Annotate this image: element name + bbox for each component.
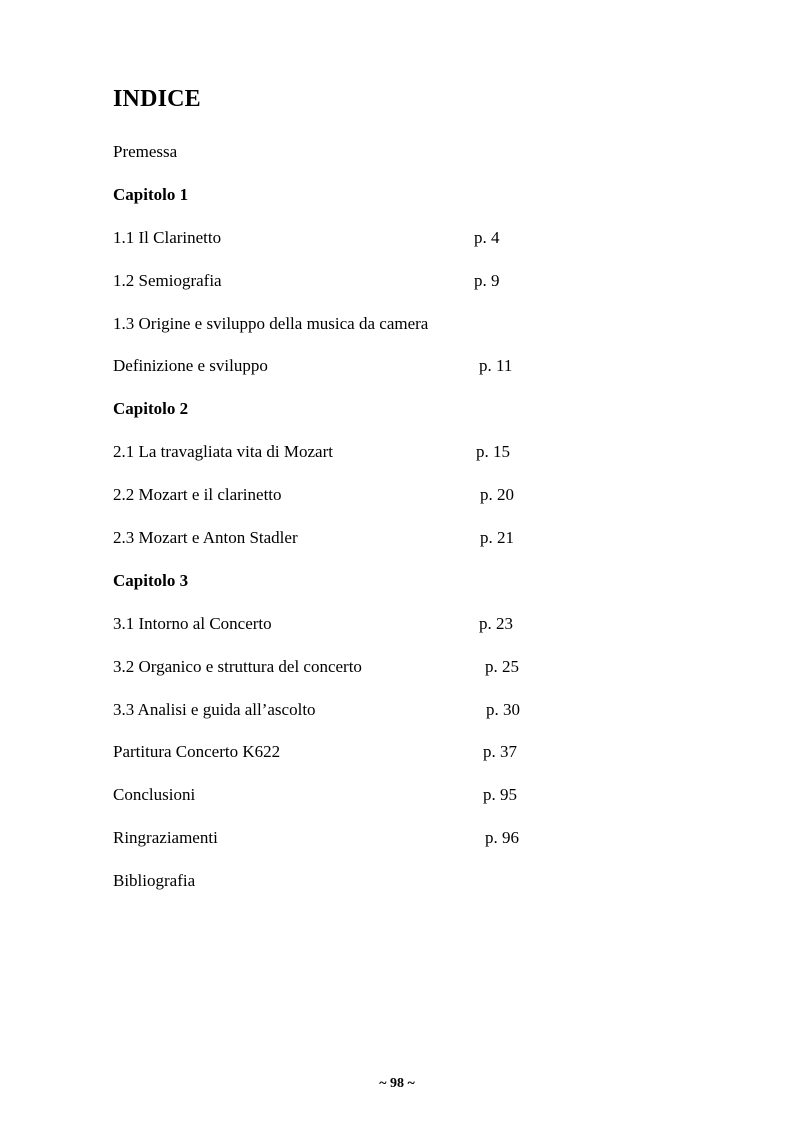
toc-chapter-heading [113, 183, 613, 226]
toc-entry [113, 312, 613, 355]
toc-entry-label: Capitolo 2 [113, 399, 189, 419]
toc-entry-page-number: p. 25 [485, 656, 519, 676]
toc-entry [113, 483, 613, 526]
toc-entry-label: 3.1 Intorno al Concerto [113, 613, 272, 633]
toc-chapter-heading [113, 569, 613, 612]
toc-entry-page-number: p. 96 [485, 828, 519, 848]
toc-entry-label: Premessa [113, 142, 178, 161]
toc-entry [113, 440, 613, 483]
toc-entry-page-number: p. 21 [480, 528, 514, 548]
toc-entry-page-number: p. 20 [480, 485, 514, 505]
toc-entry [113, 140, 613, 183]
toc-entry-page-number: p. 9 [474, 270, 500, 290]
toc-entry-label: Partitura Concerto K622 [113, 742, 281, 762]
toc-entry-label: 1.2 Semiografia [113, 270, 222, 290]
toc-entry-page-number: p. 30 [486, 699, 520, 719]
toc-entry-label: 3.3 Analisi e guida all’ascolto [113, 699, 316, 719]
toc-entry-label: 2.3 Mozart e Anton Stadler [113, 528, 298, 548]
toc-entry-label: 3.2 Organico e struttura del concerto [113, 656, 362, 676]
toc-entry-label: Ringraziamenti [113, 828, 218, 848]
toc-entry-page-number: p. 11 [479, 356, 513, 376]
toc-entry [113, 226, 613, 269]
toc-entry-label: 1.3 Origine e sviluppo della musica da camera [113, 313, 429, 333]
toc-entry-label: 1.1 Il Clarinetto [113, 227, 222, 247]
toc-entry [113, 655, 613, 698]
toc-entry [113, 740, 613, 783]
page-number-footer: ~ 98 ~ [379, 1076, 415, 1091]
toc-entry-page-number: p. 4 [474, 227, 500, 247]
toc-entry-page-number: p. 95 [483, 785, 517, 805]
toc-entry [113, 354, 613, 397]
toc-entry [113, 869, 613, 912]
page-title: INDICE [113, 86, 201, 112]
toc-entry [113, 826, 613, 869]
toc-chapter-heading [113, 397, 613, 440]
toc-entry-label: Conclusioni [113, 785, 196, 805]
toc-entry [113, 612, 613, 655]
toc-entry [113, 698, 613, 741]
toc-entry-label: 2.1 La travagliata vita di Mozart [113, 442, 333, 462]
toc-entry-label: Bibliografia [113, 871, 196, 891]
toc-entry-label: Definizione e sviluppo [113, 356, 268, 376]
table-of-contents [113, 140, 613, 912]
toc-entry-page-number: p. 15 [476, 442, 510, 462]
toc-entry [113, 269, 613, 312]
toc-entry-page-number: p. 37 [483, 742, 517, 762]
toc-entry-label: Capitolo 3 [113, 570, 189, 590]
toc-entry-label: 2.2 Mozart e il clarinetto [113, 485, 282, 505]
toc-entry [113, 783, 613, 826]
toc-entry-page-number: p. 23 [479, 613, 513, 633]
toc-entry-label: Capitolo 1 [113, 184, 189, 204]
toc-entry [113, 526, 613, 569]
